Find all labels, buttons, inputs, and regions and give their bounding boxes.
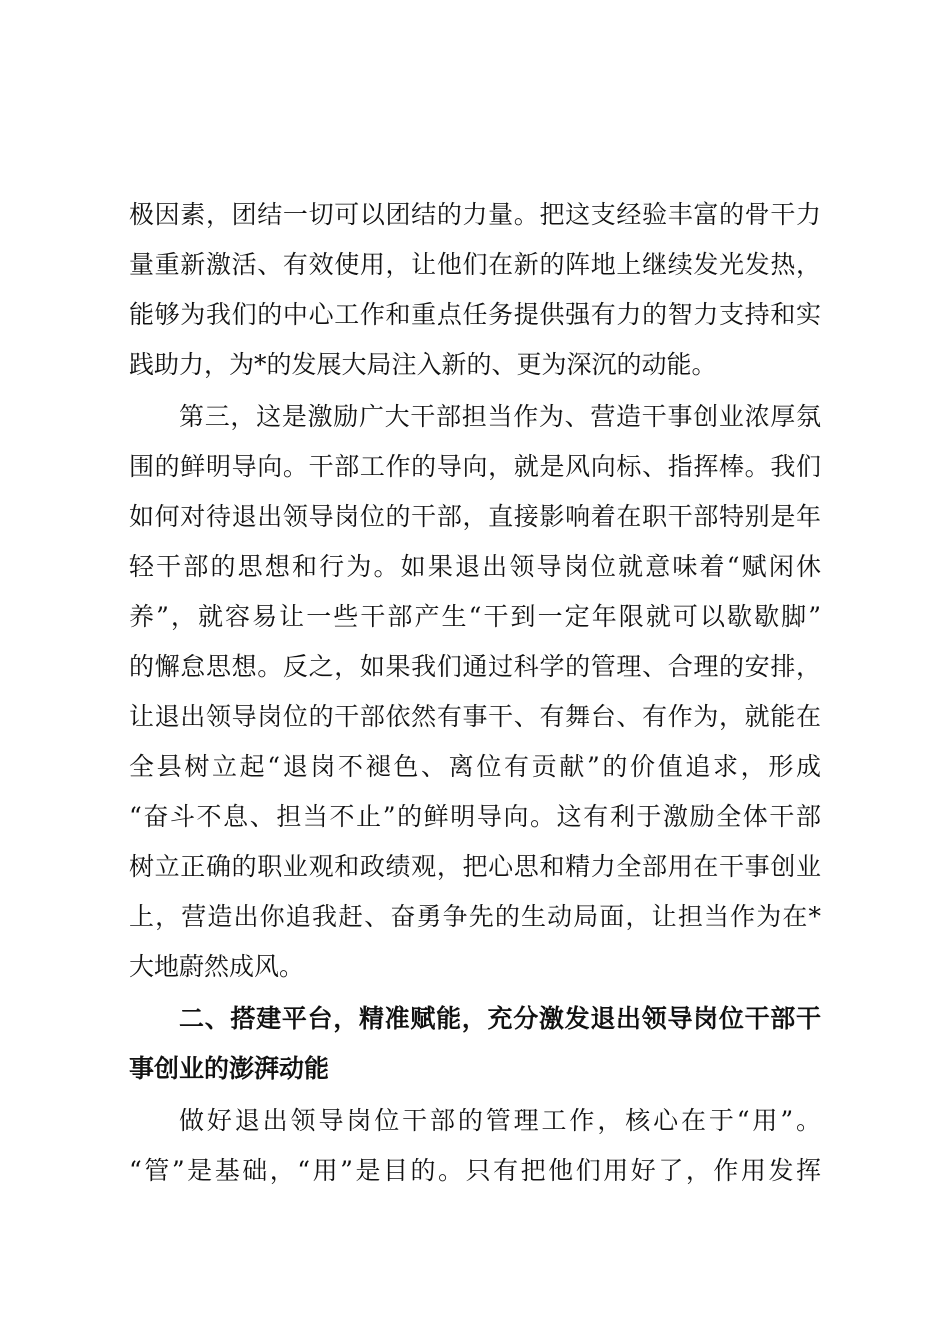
text-line: 上，营造出你追我赶、奋勇争先的生动局面，让担当作为在* (129, 902, 821, 931)
text-line: 践助力，为*的发展大局注入新的、更为深沉的动能。 (129, 350, 717, 379)
text-line: 第三，这是激励广大干部担当作为、营造干事创业浓厚氛 (179, 402, 821, 431)
text-line: “管”是基础，“用”是目的。只有把他们用好了，作用发挥 (129, 1156, 821, 1185)
text-line: 轻干部的思想和行为。如果退出领导岗位就意味着“赋闲休 (129, 552, 821, 581)
text-line: 做好退出领导岗位干部的管理工作，核心在于“用”。 (179, 1106, 821, 1135)
text-line: 大地蔚然成风。 (129, 952, 305, 981)
section-heading: 二、搭建平台，精准赋能，充分激发退出领导岗位干部干 (179, 1004, 821, 1033)
text-line: “奋斗不息、担当不止”的鲜明导向。这有利于激励全体干部 (129, 802, 821, 831)
text-line: 让退出领导岗位的干部依然有事干、有舞台、有作为，就能在 (129, 702, 821, 731)
text-line: 的懈怠思想。反之，如果我们通过科学的管理、合理的安排， (129, 652, 821, 681)
text-line: 能够为我们的中心工作和重点任务提供强有力的智力支持和实 (129, 300, 821, 329)
text-line: 树立正确的职业观和政绩观，把心思和精力全部用在干事创业 (129, 852, 821, 881)
text-line: 围的鲜明导向。干部工作的导向，就是风向标、指挥棒。我们 (129, 452, 821, 481)
text-line: 全县树立起“退岗不褪色、离位有贡献”的价值追求，形成 (129, 752, 821, 781)
section-heading: 事创业的澎湃动能 (129, 1054, 330, 1083)
text-line: 极因素，团结一切可以团结的力量。把这支经验丰富的骨干力 (129, 200, 821, 229)
text-line: 养”，就容易让一些干部产生“干到一定年限就可以歇歇脚” (129, 602, 821, 631)
text-line: 量重新激活、有效使用，让他们在新的阵地上继续发光发热， (129, 250, 821, 279)
text-line: 如何对待退出领导岗位的干部，直接影响着在职干部特别是年 (129, 502, 821, 531)
